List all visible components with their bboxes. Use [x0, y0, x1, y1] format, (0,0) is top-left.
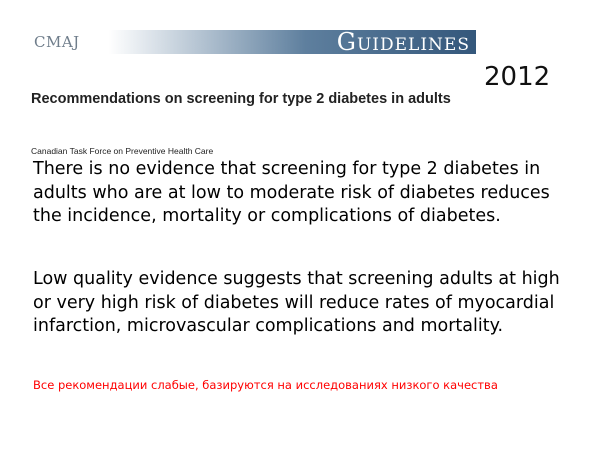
- document-subtitle: Recommendations on screening for type 2 diabetes in adults: [31, 91, 451, 107]
- journal-banner: [28, 30, 476, 54]
- year-label: 2012: [484, 62, 551, 92]
- banner-title: Guidelines: [336, 30, 470, 54]
- paragraph-high-risk: Low quality evidence suggests that screening adults at high or very high risk of diabetes will reduce rates of myocardial infarction, microvascular complications and mortality.: [33, 269, 560, 336]
- source-organization: Canadian Task Force on Preventive Health Care: [31, 146, 214, 156]
- annotation-note: Все рекомендации слабые, базируются на исследованиях низкого качества: [33, 378, 498, 392]
- paragraph-low-risk: There is no evidence that screening for type 2 diabetes in adults who are at low to moderate risk of diabetes reduces the incidence, mortality or complications of diabetes.: [33, 159, 550, 226]
- journal-name: CMAJ: [34, 33, 80, 51]
